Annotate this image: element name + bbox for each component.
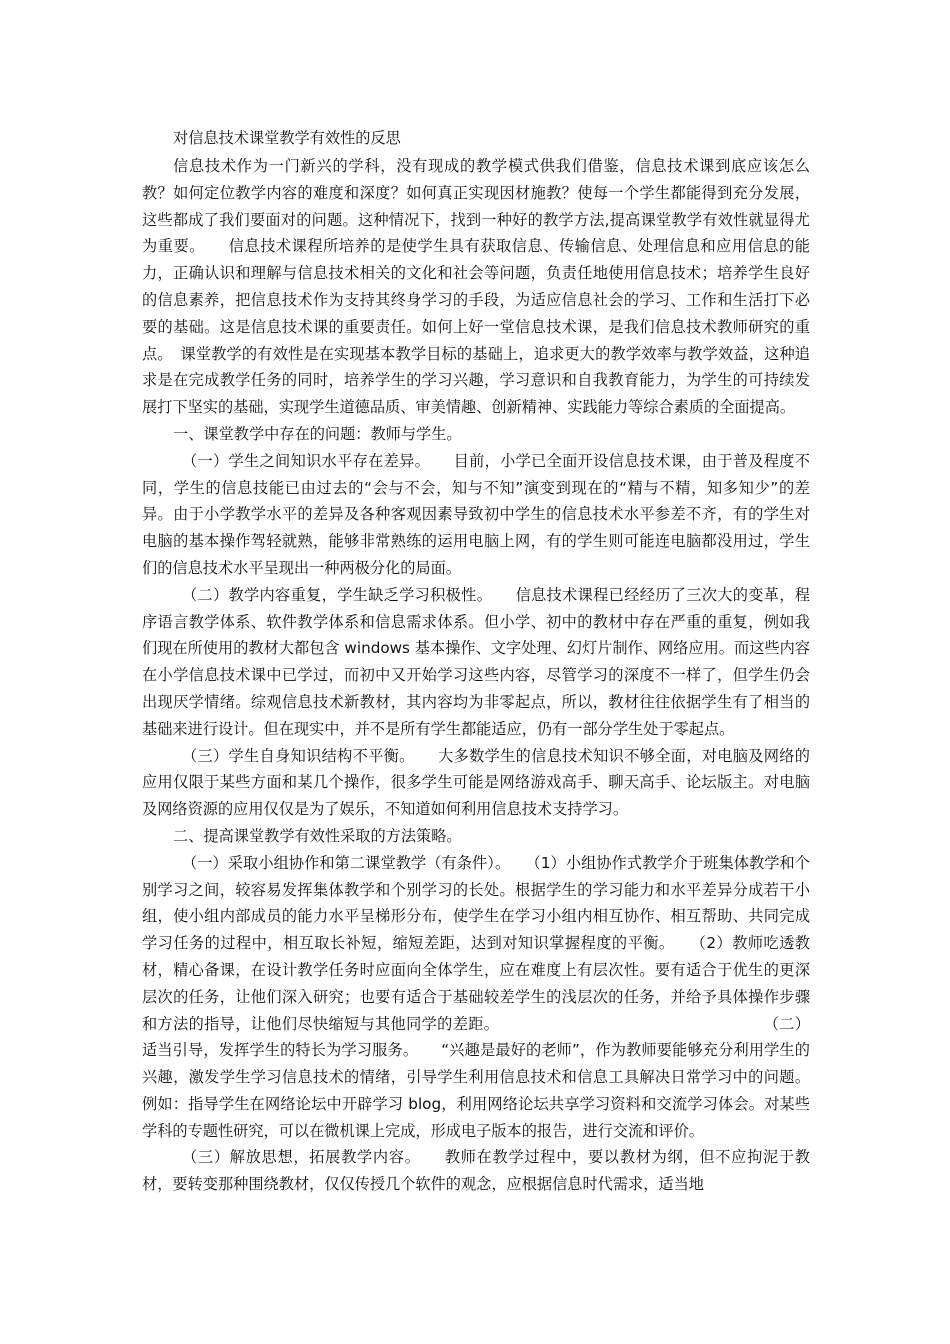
paragraph-2-3: （三）解放思想，拓展教学内容。 教师在教学过程中，要以教材为纲，但不应拘泥于教材，要转变那种围绕教材，仅仅传授几个软件的观念，应根据信息时代需求，适当地 bbox=[142, 1148, 810, 1194]
document-page bbox=[142, 124, 810, 1198]
paragraph-2-1: （一）采取小组协作和第二课堂教学（有条件）。 （1）小组协作式教学介于班集体教学和个别学习之间，较容易发挥集体教学和个别学习的长处。根据学生的学习能力和水平差异分成若干小组，使小组内部成员的能力水平呈梯形分布，使学生在学习小组内相互协作、相互帮助、共同完成学习任务的过程中，相互取长补短，缩短差距，达到对知识掌握程度的平衡。 （2）教师吃透教材，精心备课，在设计教学任务时应面向全体学生，应在难度上有层次性。要有适合于优生的更深层次的任务，让他们深入研究；也要有适合于基础较差学生的浅层次的任务，并给予具体操作步骤和方法的指导，让他们尽快缩短与其他同学的差距。 （二）适当引导，发挥学生的特长为学习服务。 “兴趣是最好的老师”，作为教师要能够充分利用学生的兴趣，激发学生学习信息技术的情绪，引导学生利用信息技术和信息工具解决日常学习中的问题。例如：指导学生在网络论坛中开辟学习 blog，利用网络论坛共享学习资料和交流学习体会。对某些学科的专题性研究，可以在微机课上完成，形成电子版本的报告，进行交流和评价。 bbox=[142, 853, 810, 1140]
paragraph-1-3: （三）学生自身知识结构不平衡。 大多数学生的信息技术知识不够全面，对电脑及网络的应用仅限于某些方面和某几个操作，很多学生可能是网络游戏高手、聊天高手、论坛版主。对电脑及网络资源的应用仅仅是为了娱乐，不知道如何利用信息技术支持学习。 bbox=[142, 746, 810, 819]
section-heading-2: 二、提高课堂教学有效性采取的方法策略。 bbox=[173, 826, 462, 845]
paragraph-intro: 信息技术作为一门新兴的学科，没有现成的教学模式供我们借鉴，信息技术课到底应该怎么教？如何定位教学内容的难度和深度？如何真正实现因材施教？使每一个学生都能得到充分发展，这些都成了我们要面对的问题。这种情况下，找到一种好的教学方法,提高课堂教学有效性就显得尤为重要。 信息技术课程所培养的是使学生具有获取信息、传输信息、处理信息和应用信息的能力，正确认识和理解与信息技术相关的文化和社会等问题，负责任地使用信息技术；培养学生良好的信息素养，把信息技术作为支持其终身学习的手段，为适应信息社会的学习、工作和生活打下必要的基础。这是信息技术课的重要责任。如何上好一堂信息技术课，是我们信息技术教师研究的重点。 课堂教学的有效性是在实现基本教学目标的基础上，追求更大的教学效率与教学效益，这种追求是在完成教学任务的同时，培养学生的学习兴趣，学习意识和自我教育能力，为学生的可持续发展打下坚实的基础，实现学生道德品质、审美情趣、创新精神、实践能力等综合素质的全面提高。 bbox=[142, 157, 810, 417]
paragraph-1-1: （一）学生之间知识水平存在差异。 目前，小学已全面开设信息技术课，由于普及程度不同，学生的信息技能已由过去的“会与不会，知与不知”演变到现在的“精与不精，知多知少”的差异。由于小学教学水平的差异及各种客观因素导致初中学生的信息技术水平参差不齐，有的学生对电脑的基本操作驾轻就熟，能够非常熟练的运用电脑上网，有的学生则可能连电脑都没用过，学生们的信息技术水平呈现出一种两极分化的局面。 bbox=[142, 451, 810, 577]
section-heading-1: 一、课堂教学中存在的问题：教师与学生。 bbox=[173, 424, 462, 443]
paragraph-1-2: （二）教学内容重复，学生缺乏学习积极性。 信息技术课程已经经历了三次大的变革，程序语言教学体系、软件教学体系和信息需求体系。但小学、初中的教材中存在严重的重复，例如我们现在所使用的教材大都包含 windows 基本操作、文字处理、幻灯片制作、网络应用。而这些内容在小学信息技术课中已学过，而初中又开始学习这些内容，尽管学习的深度不一样了，但学生仍会出现厌学情绪。综观信息技术新教材，其内容均为非零起点，所以，教材往往依据学生有了相当的基础来进行设计。但在现实中，并不是所有学生都能适应，仍有一部分学生处于零起点。 bbox=[142, 585, 810, 738]
document-title: 对信息技术课堂教学有效性的反思 bbox=[173, 129, 401, 147]
